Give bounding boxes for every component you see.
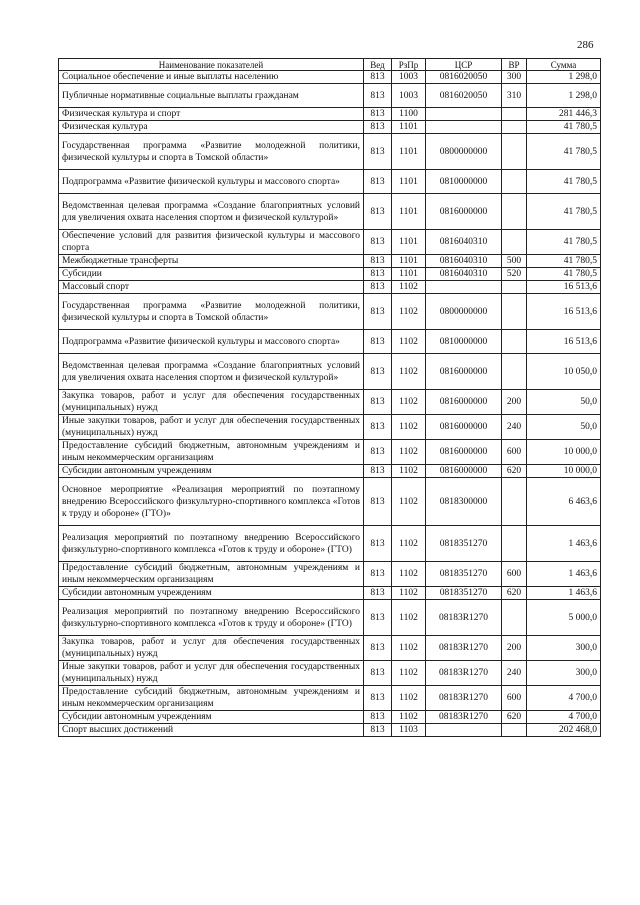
- cell-sum: 1 463,6: [527, 526, 601, 562]
- cell-name: Межбюджетные трансферты: [59, 255, 364, 268]
- table-row: [59, 686, 601, 711]
- cell-sum: 41 780,5: [527, 255, 601, 268]
- cell-ved: 813: [364, 134, 392, 170]
- cell-vr: 600: [502, 562, 527, 587]
- cell-name: Подпрограмма «Развитие физической культуры и массового спорта»: [59, 170, 364, 194]
- table-row: [59, 121, 601, 134]
- cell-ved: 813: [364, 587, 392, 600]
- cell-name: Основное мероприятие «Реализация мероприятий по поэтапному внедрению Всероссийского физкультурно-спортивного комплекса «Готов к труду и обороне» (ГТО)»: [59, 478, 364, 526]
- cell-sum: 16 513,6: [527, 294, 601, 330]
- cell-csr: 0816000000: [426, 390, 502, 415]
- cell-ved: 813: [364, 465, 392, 478]
- cell-vr: [502, 121, 527, 134]
- cell-name: Реализация мероприятий по поэтапному внедрению Всероссийского физкультурно-спортивного комплекса «Готов к труду и обороне» (ГТО): [59, 526, 364, 562]
- cell-sum: 50,0: [527, 415, 601, 440]
- cell-sum: 281 446,3: [527, 108, 601, 121]
- cell-rzpr: 1102: [392, 562, 426, 587]
- cell-rzpr: 1102: [392, 587, 426, 600]
- cell-ved: 813: [364, 255, 392, 268]
- cell-csr: 0818351270: [426, 562, 502, 587]
- cell-csr: [426, 724, 502, 737]
- cell-rzpr: 1101: [392, 268, 426, 281]
- table-body: [59, 71, 601, 737]
- cell-vr: 600: [502, 686, 527, 711]
- cell-vr: 520: [502, 268, 527, 281]
- cell-ved: 813: [364, 440, 392, 465]
- cell-rzpr: 1102: [392, 478, 426, 526]
- cell-csr: 0810000000: [426, 170, 502, 194]
- table-row: [59, 84, 601, 108]
- cell-csr: 08183R1270: [426, 600, 502, 636]
- cell-vr: 600: [502, 440, 527, 465]
- cell-csr: 0816000000: [426, 354, 502, 390]
- table-row: [59, 71, 601, 84]
- cell-name: Подпрограмма «Развитие физической культуры и массового спорта»: [59, 330, 364, 354]
- cell-rzpr: 1102: [392, 600, 426, 636]
- cell-csr: 08183R1270: [426, 636, 502, 661]
- cell-csr: 0816040310: [426, 230, 502, 255]
- cell-vr: [502, 194, 527, 230]
- cell-name: Закупка товаров, работ и услуг для обеспечения государственных (муниципальных) нужд: [59, 390, 364, 415]
- cell-csr: 08183R1270: [426, 661, 502, 686]
- cell-vr: [502, 330, 527, 354]
- cell-rzpr: 1100: [392, 108, 426, 121]
- cell-sum: 41 780,5: [527, 121, 601, 134]
- cell-name: Публичные нормативные социальные выплаты гражданам: [59, 84, 364, 108]
- cell-sum: 5 000,0: [527, 600, 601, 636]
- header-name: Наименование показателей: [59, 59, 364, 71]
- cell-name: Реализация мероприятий по поэтапному внедрению Всероссийского физкультурно-спортивного комплекса «Готов к труду и обороне» (ГТО): [59, 600, 364, 636]
- cell-ved: 813: [364, 562, 392, 587]
- cell-csr: [426, 281, 502, 294]
- table-row: [59, 170, 601, 194]
- cell-csr: 0816000000: [426, 440, 502, 465]
- cell-name: Ведомственная целевая программа «Создание благоприятных условий для увеличения охвата населения спортом и физической культурой»: [59, 354, 364, 390]
- cell-csr: 0818351270: [426, 526, 502, 562]
- cell-name: Массовый спорт: [59, 281, 364, 294]
- header-sum: Сумма: [527, 59, 601, 71]
- cell-name: Закупка товаров, работ и услуг для обеспечения государственных (муниципальных) нужд: [59, 636, 364, 661]
- cell-csr: 0816000000: [426, 465, 502, 478]
- cell-ved: 813: [364, 230, 392, 255]
- table-header: [59, 59, 601, 71]
- cell-ved: 813: [364, 600, 392, 636]
- cell-ved: 813: [364, 84, 392, 108]
- cell-ved: 813: [364, 526, 392, 562]
- cell-ved: 813: [364, 121, 392, 134]
- table-row: [59, 600, 601, 636]
- cell-name: Физическая культура и спорт: [59, 108, 364, 121]
- table-row: [59, 294, 601, 330]
- cell-ved: 813: [364, 711, 392, 724]
- cell-vr: [502, 478, 527, 526]
- cell-vr: [502, 354, 527, 390]
- cell-ved: 813: [364, 415, 392, 440]
- cell-name: Субсидии автономным учреждениям: [59, 587, 364, 600]
- table-row: [59, 711, 601, 724]
- cell-rzpr: 1102: [392, 440, 426, 465]
- table-row: [59, 562, 601, 587]
- table-row: [59, 587, 601, 600]
- cell-csr: 0816040310: [426, 255, 502, 268]
- cell-csr: 08183R1270: [426, 686, 502, 711]
- cell-name: Ведомственная целевая программа «Создание благоприятных условий для увеличения охвата населения спортом и физической культурой»: [59, 194, 364, 230]
- header-vr: ВР: [502, 59, 527, 71]
- cell-name: Субсидии автономным учреждениям: [59, 465, 364, 478]
- cell-sum: 41 780,5: [527, 230, 601, 255]
- cell-csr: 08183R1270: [426, 711, 502, 724]
- cell-vr: [502, 134, 527, 170]
- cell-csr: 0810000000: [426, 330, 502, 354]
- cell-rzpr: 1101: [392, 170, 426, 194]
- cell-sum: 50,0: [527, 390, 601, 415]
- cell-csr: 0800000000: [426, 134, 502, 170]
- cell-sum: 10 000,0: [527, 465, 601, 478]
- cell-vr: 620: [502, 711, 527, 724]
- cell-rzpr: 1102: [392, 465, 426, 478]
- cell-sum: 10 000,0: [527, 440, 601, 465]
- cell-sum: 300,0: [527, 636, 601, 661]
- cell-ved: 813: [364, 268, 392, 281]
- cell-rzpr: 1102: [392, 390, 426, 415]
- cell-name: Предоставление субсидий бюджетным, автономным учреждениям и иным некоммерческим организациям: [59, 562, 364, 587]
- cell-rzpr: 1101: [392, 194, 426, 230]
- cell-sum: 1 298,0: [527, 84, 601, 108]
- table-row: [59, 415, 601, 440]
- cell-sum: 16 513,6: [527, 330, 601, 354]
- cell-csr: [426, 121, 502, 134]
- cell-name: Социальное обеспечение и иные выплаты населению: [59, 71, 364, 84]
- cell-name: Спорт высших достижений: [59, 724, 364, 737]
- cell-sum: 41 780,5: [527, 134, 601, 170]
- cell-rzpr: 1102: [392, 661, 426, 686]
- table-row: [59, 268, 601, 281]
- cell-ved: 813: [364, 686, 392, 711]
- cell-name: Субсидии: [59, 268, 364, 281]
- cell-vr: [502, 526, 527, 562]
- table-row: [59, 354, 601, 390]
- cell-name: Физическая культура: [59, 121, 364, 134]
- cell-name: Предоставление субсидий бюджетным, автономным учреждениям и иным некоммерческим организациям: [59, 686, 364, 711]
- cell-vr: [502, 724, 527, 737]
- cell-vr: 300: [502, 71, 527, 84]
- cell-vr: 200: [502, 636, 527, 661]
- cell-rzpr: 1102: [392, 686, 426, 711]
- cell-ved: 813: [364, 354, 392, 390]
- cell-csr: 0818300000: [426, 478, 502, 526]
- cell-sum: 41 780,5: [527, 268, 601, 281]
- cell-sum: 10 050,0: [527, 354, 601, 390]
- header-rzpr: РзПр: [392, 59, 426, 71]
- cell-csr: 0816020050: [426, 71, 502, 84]
- table-row: [59, 636, 601, 661]
- cell-vr: 200: [502, 390, 527, 415]
- cell-rzpr: 1003: [392, 84, 426, 108]
- cell-rzpr: 1101: [392, 121, 426, 134]
- cell-rzpr: 1102: [392, 330, 426, 354]
- cell-ved: 813: [364, 281, 392, 294]
- table-row: [59, 661, 601, 686]
- cell-ved: 813: [364, 330, 392, 354]
- cell-rzpr: 1102: [392, 281, 426, 294]
- cell-vr: 620: [502, 465, 527, 478]
- cell-vr: 240: [502, 661, 527, 686]
- cell-sum: 300,0: [527, 661, 601, 686]
- cell-ved: 813: [364, 71, 392, 84]
- cell-sum: 4 700,0: [527, 686, 601, 711]
- cell-rzpr: 1102: [392, 415, 426, 440]
- table-row: [59, 281, 601, 294]
- cell-vr: [502, 294, 527, 330]
- cell-vr: 500: [502, 255, 527, 268]
- cell-ved: 813: [364, 478, 392, 526]
- cell-rzpr: 1101: [392, 230, 426, 255]
- cell-rzpr: 1102: [392, 526, 426, 562]
- cell-vr: [502, 600, 527, 636]
- cell-vr: [502, 281, 527, 294]
- table-row: [59, 724, 601, 737]
- cell-rzpr: 1102: [392, 711, 426, 724]
- cell-vr: [502, 108, 527, 121]
- cell-ved: 813: [364, 724, 392, 737]
- cell-rzpr: 1103: [392, 724, 426, 737]
- budget-table: [58, 58, 601, 737]
- cell-csr: 0816020050: [426, 84, 502, 108]
- cell-csr: 0818351270: [426, 587, 502, 600]
- table-row: [59, 440, 601, 465]
- cell-rzpr: 1102: [392, 294, 426, 330]
- cell-csr: 0800000000: [426, 294, 502, 330]
- table-row: [59, 465, 601, 478]
- table-row: [59, 390, 601, 415]
- cell-ved: 813: [364, 170, 392, 194]
- cell-csr: 0816000000: [426, 415, 502, 440]
- cell-name: Субсидии автономным учреждениям: [59, 711, 364, 724]
- cell-rzpr: 1102: [392, 354, 426, 390]
- table-row: [59, 330, 601, 354]
- cell-sum: 16 513,6: [527, 281, 601, 294]
- cell-vr: 240: [502, 415, 527, 440]
- cell-sum: 41 780,5: [527, 170, 601, 194]
- cell-sum: 4 700,0: [527, 711, 601, 724]
- cell-rzpr: 1003: [392, 71, 426, 84]
- cell-ved: 813: [364, 636, 392, 661]
- cell-name: Иные закупки товаров, работ и услуг для обеспечения государственных (муниципальных) нужд: [59, 661, 364, 686]
- cell-name: Обеспечение условий для развития физической культуры и массового спорта: [59, 230, 364, 255]
- header-row: [59, 59, 601, 71]
- cell-sum: 6 463,6: [527, 478, 601, 526]
- cell-rzpr: 1102: [392, 636, 426, 661]
- cell-name: Государственная программа «Развитие молодежной политики, физической культуры и спорта в Томской области»: [59, 294, 364, 330]
- cell-ved: 813: [364, 294, 392, 330]
- cell-csr: 0816000000: [426, 194, 502, 230]
- cell-vr: 310: [502, 84, 527, 108]
- cell-ved: 813: [364, 108, 392, 121]
- cell-vr: 620: [502, 587, 527, 600]
- table-row: [59, 230, 601, 255]
- table-row: [59, 134, 601, 170]
- table-row: [59, 194, 601, 230]
- cell-sum: 1 298,0: [527, 71, 601, 84]
- table-row: [59, 526, 601, 562]
- cell-vr: [502, 170, 527, 194]
- cell-sum: 41 780,5: [527, 194, 601, 230]
- table-row: [59, 478, 601, 526]
- cell-rzpr: 1101: [392, 255, 426, 268]
- cell-sum: 1 463,6: [527, 562, 601, 587]
- page-number: 286: [577, 39, 594, 51]
- cell-name: Иные закупки товаров, работ и услуг для обеспечения государственных (муниципальных) нужд: [59, 415, 364, 440]
- table-row: [59, 108, 601, 121]
- cell-csr: [426, 108, 502, 121]
- cell-rzpr: 1101: [392, 134, 426, 170]
- cell-name: Государственная программа «Развитие молодежной политики, физической культуры и спорта в Томской области»: [59, 134, 364, 170]
- cell-ved: 813: [364, 194, 392, 230]
- cell-csr: 0816040310: [426, 268, 502, 281]
- cell-vr: [502, 230, 527, 255]
- cell-ved: 813: [364, 390, 392, 415]
- cell-sum: 1 463,6: [527, 587, 601, 600]
- cell-sum: 202 468,0: [527, 724, 601, 737]
- cell-name: Предоставление субсидий бюджетным, автономным учреждениям и иным некоммерческим организациям: [59, 440, 364, 465]
- header-ved: Вед: [364, 59, 392, 71]
- cell-ved: 813: [364, 661, 392, 686]
- table-row: [59, 255, 601, 268]
- header-csr: ЦСР: [426, 59, 502, 71]
